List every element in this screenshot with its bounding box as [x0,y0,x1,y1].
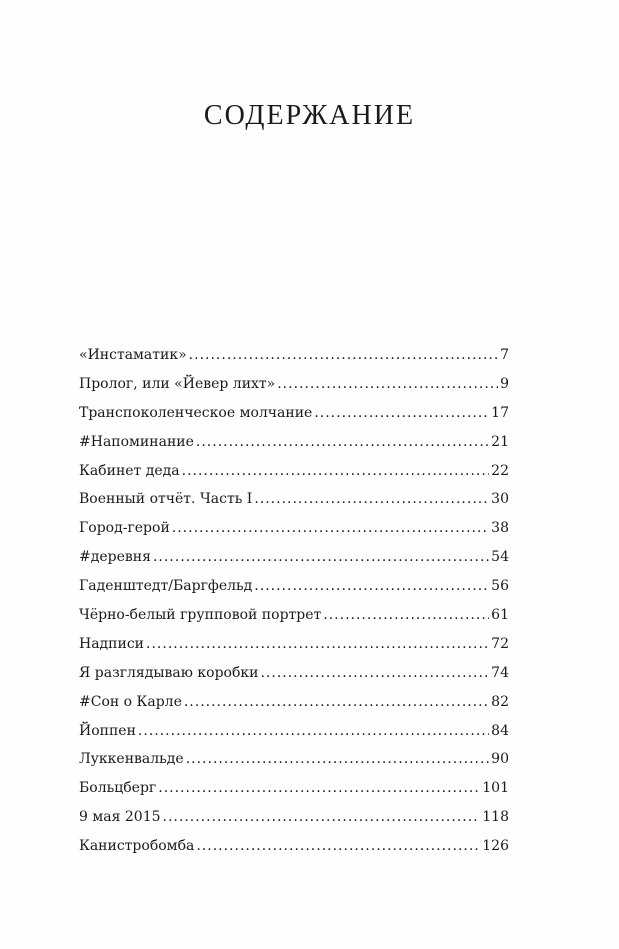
toc-entry[interactable] [79,659,509,688]
toc-entry[interactable] [79,630,509,659]
toc-entry[interactable] [79,688,509,717]
toc-entry[interactable] [79,803,509,832]
toc-leader-dots [196,832,480,861]
toc-entry-page: 21 [491,433,509,450]
toc-entry-page: 7 [500,347,509,363]
toc-entry-title: Пролог, или «Йевер лихт» [79,375,276,392]
toc-entry-page: 101 [482,780,509,797]
toc-entry[interactable] [79,832,509,861]
toc-entry-page: 90 [491,751,509,768]
toc-leader-dots [323,601,489,630]
toc-entry-page: 74 [491,664,509,681]
toc-entry[interactable] [79,774,509,803]
toc-leader-dots [314,399,489,428]
toc-leader-dots [158,774,480,803]
toc-leader-dots [153,543,489,572]
toc-leader-dots [260,659,489,688]
toc-leader-dots [254,572,489,601]
toc-entry-page: 22 [491,462,509,479]
toc-entry-title: Транспоколенческое молчание [79,404,313,421]
toc-leader-dots [163,803,481,832]
toc-leader-dots [184,688,489,717]
toc-entry-title: Канистробомба [79,838,195,855]
toc-entry-title: «Инстаматик» [79,347,187,363]
toc-entry-page: 126 [482,838,509,855]
toc-entry[interactable] [79,717,509,746]
toc-entry[interactable] [79,399,509,428]
toc-leader-dots [254,485,489,514]
toc-entry-page: 82 [491,693,509,710]
toc-entry-title: Йоппен [79,722,136,739]
toc-entry[interactable] [79,572,509,601]
toc-leader-dots [182,457,490,486]
toc-entry-title: Больцберг [79,780,157,797]
toc-entry-page: 17 [491,404,509,421]
toc-leader-dots [172,514,489,543]
toc-entry-page: 84 [491,722,509,739]
table-of-contents [79,341,509,861]
toc-entry-title: Надписи [79,635,145,652]
toc-entry-page: 38 [491,520,509,537]
toc-entry[interactable] [79,457,509,486]
toc-entry[interactable] [79,428,509,457]
toc-leader-dots [277,370,498,399]
toc-entry-title: #деревня [79,549,151,566]
toc-entry-title: Военный отчёт. Часть I [79,491,253,508]
toc-entry-title: Луккенвальде [79,751,184,768]
toc-entry-title: Город-герой [79,520,170,537]
toc-entry-title: #Напоминание [79,433,194,450]
toc-entry[interactable] [79,543,509,572]
toc-entry[interactable] [79,485,509,514]
toc-entry-page: 72 [491,635,509,652]
toc-entry[interactable] [79,745,509,774]
toc-entry-title: Я разглядываю коробки [79,664,259,681]
toc-entry-title: #Сон о Карле [79,693,182,710]
toc-leader-dots [186,745,489,774]
toc-entry[interactable] [79,341,509,370]
toc-entry-title: Гаденштедт/Баргфельд [79,578,253,595]
toc-entry[interactable] [79,514,509,543]
toc-leader-dots [138,717,489,746]
toc-entry-page: 9 [500,375,509,392]
toc-entry-title: Чёрно-белый групповой портрет [79,607,322,624]
toc-leader-dots [196,428,489,457]
toc-entry-title: Кабинет деда [79,462,180,479]
toc-entry-page: 118 [482,809,509,826]
toc-entry-page: 56 [491,578,509,595]
toc-leader-dots [189,341,498,370]
toc-entry-page: 54 [491,549,509,566]
toc-entry-title: 9 мая 2015 [79,809,161,826]
toc-entry[interactable] [79,601,509,630]
toc-entry-page: 30 [491,491,509,508]
toc-entry-page: 61 [491,607,509,624]
page-title: СОДЕРЖАНИЕ [203,100,416,131]
toc-entry[interactable] [79,370,509,399]
toc-leader-dots [146,630,489,659]
